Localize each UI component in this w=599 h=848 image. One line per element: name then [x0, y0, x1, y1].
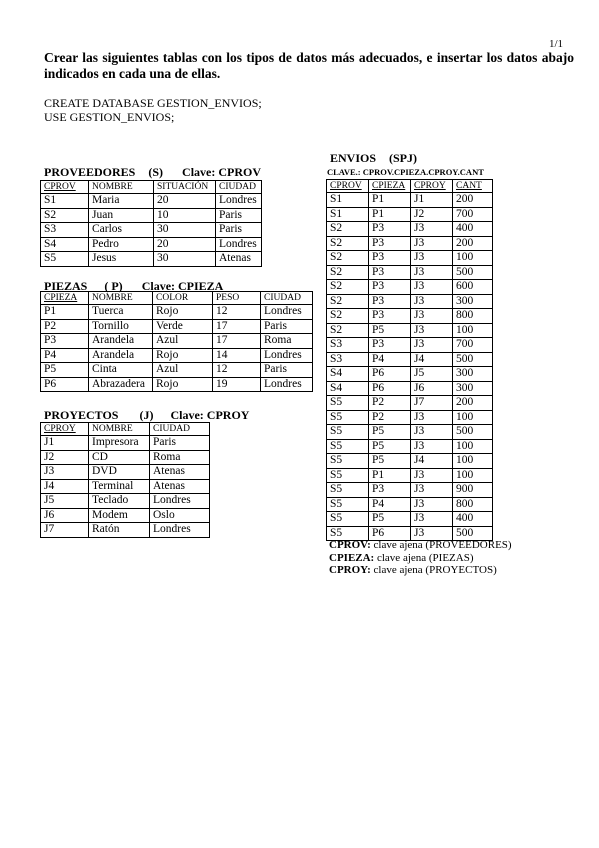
table-row — [327, 193, 493, 208]
column-header: CIUDAD — [216, 181, 262, 194]
table-cell: Londres — [216, 194, 262, 209]
table-cell: S4 — [327, 381, 369, 396]
table-cell: J4 — [411, 454, 453, 469]
table-row — [41, 237, 262, 252]
table-cell: Paris — [216, 208, 262, 223]
column-header: CANT — [453, 180, 493, 193]
table-cell: Tuerca — [89, 305, 153, 320]
column-header: CPROV — [41, 181, 89, 194]
legend-text: clave ajena (PIEZAS) — [374, 551, 474, 564]
table-cell: 17 — [213, 319, 261, 334]
table-cell: P3 — [369, 338, 411, 353]
table-cell: 500 — [453, 425, 493, 440]
table-cell: P3 — [369, 236, 411, 251]
table-cell: 800 — [453, 309, 493, 324]
table-cell: 100 — [453, 251, 493, 266]
table-row — [327, 381, 493, 396]
table-row — [41, 479, 210, 494]
table-cell: 400 — [453, 512, 493, 527]
table-cell: 12 — [213, 305, 261, 320]
table-cell: J3 — [411, 251, 453, 266]
table-cell: Paris — [261, 363, 313, 378]
proyectos-caption — [44, 408, 249, 423]
column-header: NOMBRE — [89, 292, 153, 305]
table-cell: S5 — [327, 497, 369, 512]
proveedores-caption — [44, 165, 261, 180]
table-cell: J3 — [411, 323, 453, 338]
table-cell: Maria — [89, 194, 154, 209]
table-row — [41, 436, 210, 451]
table-cell: Atenas — [150, 479, 210, 494]
proyectos-title: PROYECTOS — [44, 408, 119, 422]
table-cell: 100 — [453, 439, 493, 454]
table-cell: Jesus — [89, 252, 154, 267]
proveedores-title: PROVEEDORES — [44, 165, 136, 179]
legend-item-cprov — [329, 539, 512, 552]
table-row — [327, 410, 493, 425]
table-cell: P5 — [369, 425, 411, 440]
header-row — [41, 423, 210, 436]
table-row — [327, 512, 493, 527]
table-cell: Terminal — [89, 479, 150, 494]
table-cell: P5 — [369, 512, 411, 527]
sql-statements — [44, 96, 262, 124]
table-cell: Londres — [150, 523, 210, 538]
table-cell: P2 — [369, 410, 411, 425]
table-row — [41, 334, 313, 349]
header-row — [41, 292, 313, 305]
legend-item-cproy — [329, 564, 512, 577]
table-cell: S1 — [327, 207, 369, 222]
table-cell: J3 — [411, 439, 453, 454]
piezas-table — [40, 291, 313, 392]
table-row — [41, 319, 313, 334]
column-header: CIUDAD — [150, 423, 210, 436]
table-cell: 200 — [453, 396, 493, 411]
table-cell: S2 — [327, 265, 369, 280]
column-header: SITUACIÓN — [154, 181, 216, 194]
table-row — [41, 523, 210, 538]
table-cell: J1 — [411, 193, 453, 208]
table-cell: P3 — [369, 294, 411, 309]
table-cell: 100 — [453, 323, 493, 338]
foreign-key-legend — [329, 539, 512, 577]
table-cell: 10 — [154, 208, 216, 223]
table-row — [41, 494, 210, 509]
table-cell: Paris — [150, 436, 210, 451]
table-cell: 800 — [453, 497, 493, 512]
column-header: NOMBRE — [89, 423, 150, 436]
table-cell: J2 — [41, 450, 89, 465]
table-cell: P3 — [369, 251, 411, 266]
table-cell: 600 — [453, 280, 493, 295]
table-cell: S5 — [41, 252, 89, 267]
table-row — [41, 363, 313, 378]
table-cell: J7 — [411, 396, 453, 411]
table-cell: P2 — [369, 396, 411, 411]
table-row — [41, 194, 262, 209]
table-cell: P1 — [369, 468, 411, 483]
table-cell: Londres — [261, 348, 313, 363]
table-cell: J4 — [411, 352, 453, 367]
table-row — [41, 450, 210, 465]
table-cell: Teclado — [89, 494, 150, 509]
legend-text: clave ajena (PROYECTOS) — [370, 564, 497, 576]
table-cell: 14 — [213, 348, 261, 363]
table-row — [41, 508, 210, 523]
table-cell: S5 — [327, 410, 369, 425]
column-header: COLOR — [153, 292, 213, 305]
table-cell: Rojo — [153, 377, 213, 392]
table-cell: S5 — [327, 454, 369, 469]
table-cell: S1 — [327, 193, 369, 208]
table-cell: Cinta — [89, 363, 153, 378]
table-row — [327, 280, 493, 295]
table-cell: Rojo — [153, 305, 213, 320]
table-cell: P5 — [41, 363, 89, 378]
envios-title: ENVIOS — [330, 151, 377, 165]
legend-item-cpieza — [329, 552, 512, 565]
legend-key: CPROV: — [329, 539, 371, 551]
table-cell: Roma — [261, 334, 313, 349]
table-row — [327, 367, 493, 382]
table-cell: 500 — [453, 265, 493, 280]
column-header: CPROY — [411, 180, 453, 193]
header-row — [327, 180, 493, 193]
table-cell: S4 — [327, 367, 369, 382]
table-cell: P6 — [369, 526, 411, 541]
table-cell: J3 — [411, 497, 453, 512]
table-cell: J3 — [41, 465, 89, 480]
envios-key: CLAVE.: CPROV.CPIEZA.CPROY.CANT — [327, 167, 484, 177]
table-cell: S3 — [41, 223, 89, 238]
table-row — [327, 468, 493, 483]
table-cell: Carlos — [89, 223, 154, 238]
table-cell: Ratón — [89, 523, 150, 538]
table-cell: J6 — [41, 508, 89, 523]
header-row — [41, 181, 262, 194]
table-cell: Atenas — [216, 252, 262, 267]
table-cell: S2 — [327, 309, 369, 324]
table-cell: Verde — [153, 319, 213, 334]
sql-use-database: USE GESTION_ENVIOS; — [44, 110, 175, 124]
table-cell: J3 — [411, 294, 453, 309]
table-cell: Paris — [216, 223, 262, 238]
table-cell: Pedro — [89, 237, 154, 252]
table-cell: J3 — [411, 236, 453, 251]
table-cell: P1 — [41, 305, 89, 320]
table-cell: S4 — [41, 237, 89, 252]
table-cell: 19 — [213, 377, 261, 392]
sql-create-database: CREATE DATABASE GESTION_ENVIOS; — [44, 96, 262, 110]
table-cell: Londres — [216, 237, 262, 252]
table-row — [327, 425, 493, 440]
table-cell: J7 — [41, 523, 89, 538]
table-cell: S5 — [327, 439, 369, 454]
table-cell: 200 — [453, 236, 493, 251]
table-cell: Azul — [153, 334, 213, 349]
table-cell: CD — [89, 450, 150, 465]
envios-alias: (SPJ) — [389, 151, 418, 165]
piezas-alias: ( P) — [104, 279, 123, 293]
table-cell: P5 — [369, 454, 411, 469]
table-row — [327, 454, 493, 469]
table-row — [327, 396, 493, 411]
table-cell: J3 — [411, 222, 453, 237]
table-cell: 300 — [453, 294, 493, 309]
table-cell: J1 — [41, 436, 89, 451]
table-cell: 20 — [154, 237, 216, 252]
table-cell: 300 — [453, 381, 493, 396]
table-row — [327, 323, 493, 338]
column-header: CIUDAD — [261, 292, 313, 305]
table-cell: 300 — [453, 367, 493, 382]
table-cell: 100 — [453, 454, 493, 469]
envios-table — [326, 179, 493, 541]
proyectos-alias: (J) — [139, 408, 154, 422]
proveedores-table — [40, 180, 262, 267]
table-cell: Impresora — [89, 436, 150, 451]
exercise-statement: Crear las siguientes tablas con los tipos de datos más adecuados, e insertar los datos abajo indicados en cada una de ellas. — [44, 50, 574, 81]
table-cell: P4 — [41, 348, 89, 363]
table-cell: J3 — [411, 526, 453, 541]
table-row — [327, 207, 493, 222]
table-cell: S2 — [327, 294, 369, 309]
table-cell: 200 — [453, 193, 493, 208]
table-cell: DVD — [89, 465, 150, 480]
table-cell: 100 — [453, 410, 493, 425]
table-cell: Londres — [150, 494, 210, 509]
table-row — [327, 222, 493, 237]
table-cell: P6 — [369, 367, 411, 382]
table-cell: S1 — [41, 194, 89, 209]
table-cell: S2 — [327, 280, 369, 295]
table-cell: P3 — [369, 265, 411, 280]
table-row — [41, 305, 313, 320]
column-header: NOMBRE — [89, 181, 154, 194]
table-cell: S3 — [327, 338, 369, 353]
table-cell: S5 — [327, 526, 369, 541]
table-cell: S2 — [327, 251, 369, 266]
table-cell: P1 — [369, 193, 411, 208]
table-cell: J6 — [411, 381, 453, 396]
table-cell: J3 — [411, 265, 453, 280]
table-cell: J3 — [411, 483, 453, 498]
table-cell: J3 — [411, 338, 453, 353]
table-cell: 700 — [453, 338, 493, 353]
table-cell: Juan — [89, 208, 154, 223]
table-cell: S5 — [327, 512, 369, 527]
table-cell: Londres — [261, 377, 313, 392]
table-row — [41, 377, 313, 392]
table-cell: 30 — [154, 223, 216, 238]
table-cell: J5 — [41, 494, 89, 509]
table-cell: 400 — [453, 222, 493, 237]
proveedores-key: Clave: CPROV — [182, 165, 262, 179]
table-cell: Arandela — [89, 348, 153, 363]
table-cell: P1 — [369, 207, 411, 222]
table-cell: 30 — [154, 252, 216, 267]
page-number: 1/1 — [549, 38, 564, 50]
table-cell: 100 — [453, 468, 493, 483]
table-cell: P2 — [41, 319, 89, 334]
table-cell: J3 — [411, 512, 453, 527]
table-row — [41, 348, 313, 363]
legend-key: CPIEZA: — [329, 551, 375, 564]
piezas-key: Clave: CPIEZA — [141, 279, 224, 293]
table-cell: P3 — [369, 222, 411, 237]
table-cell: Rojo — [153, 348, 213, 363]
legend-key: CPROY: — [329, 564, 371, 576]
piezas-title: PIEZAS — [44, 279, 88, 293]
table-cell: S3 — [327, 352, 369, 367]
table-cell: P5 — [369, 439, 411, 454]
table-cell: Roma — [150, 450, 210, 465]
table-row — [327, 236, 493, 251]
table-cell: S2 — [327, 236, 369, 251]
proyectos-key: Clave: CPROY — [170, 408, 250, 422]
table-cell: 500 — [453, 526, 493, 541]
table-cell: S2 — [41, 208, 89, 223]
column-header: CPROY — [41, 423, 89, 436]
proyectos-table — [40, 422, 210, 538]
table-cell: 12 — [213, 363, 261, 378]
table-row — [41, 252, 262, 267]
table-cell: S5 — [327, 425, 369, 440]
table-cell: P3 — [369, 483, 411, 498]
table-cell: S5 — [327, 483, 369, 498]
table-cell: Londres — [261, 305, 313, 320]
column-header: PESO — [213, 292, 261, 305]
table-row — [327, 439, 493, 454]
table-cell: P3 — [369, 280, 411, 295]
table-row — [41, 223, 262, 238]
table-cell: Modem — [89, 508, 150, 523]
table-cell: Paris — [261, 319, 313, 334]
table-cell: P4 — [369, 352, 411, 367]
envios-caption — [330, 151, 417, 166]
column-header: CPIEZA — [369, 180, 411, 193]
table-row — [41, 465, 210, 480]
table-cell: J3 — [411, 280, 453, 295]
table-cell: Oslo — [150, 508, 210, 523]
table-cell: Tornillo — [89, 319, 153, 334]
table-cell: S5 — [327, 468, 369, 483]
table-cell: P3 — [369, 309, 411, 324]
table-cell: 20 — [154, 194, 216, 209]
table-cell: P4 — [369, 497, 411, 512]
table-cell: Atenas — [150, 465, 210, 480]
column-header: CPIEZA — [41, 292, 89, 305]
table-cell: 17 — [213, 334, 261, 349]
table-cell: J3 — [411, 309, 453, 324]
table-row — [41, 208, 262, 223]
table-cell: 500 — [453, 352, 493, 367]
table-cell: P6 — [41, 377, 89, 392]
table-cell: J3 — [411, 468, 453, 483]
table-row — [327, 352, 493, 367]
table-row — [327, 309, 493, 324]
table-row — [327, 294, 493, 309]
column-header: CPROV — [327, 180, 369, 193]
table-cell: P3 — [41, 334, 89, 349]
table-cell: J4 — [41, 479, 89, 494]
proveedores-alias: (S) — [148, 165, 164, 179]
table-row — [327, 265, 493, 280]
table-cell: Abrazadera — [89, 377, 153, 392]
table-cell: P5 — [369, 323, 411, 338]
table-cell: S5 — [327, 396, 369, 411]
table-cell: J2 — [411, 207, 453, 222]
table-cell: J3 — [411, 425, 453, 440]
table-cell: 700 — [453, 207, 493, 222]
table-row — [327, 338, 493, 353]
table-cell: Azul — [153, 363, 213, 378]
table-cell: J5 — [411, 367, 453, 382]
table-row — [327, 483, 493, 498]
table-cell: Arandela — [89, 334, 153, 349]
table-cell: 900 — [453, 483, 493, 498]
table-cell: J3 — [411, 410, 453, 425]
legend-text: clave ajena (PROVEEDORES) — [370, 539, 512, 551]
table-row — [327, 497, 493, 512]
table-cell: P6 — [369, 381, 411, 396]
table-row — [327, 251, 493, 266]
table-cell: S2 — [327, 323, 369, 338]
table-cell: S2 — [327, 222, 369, 237]
